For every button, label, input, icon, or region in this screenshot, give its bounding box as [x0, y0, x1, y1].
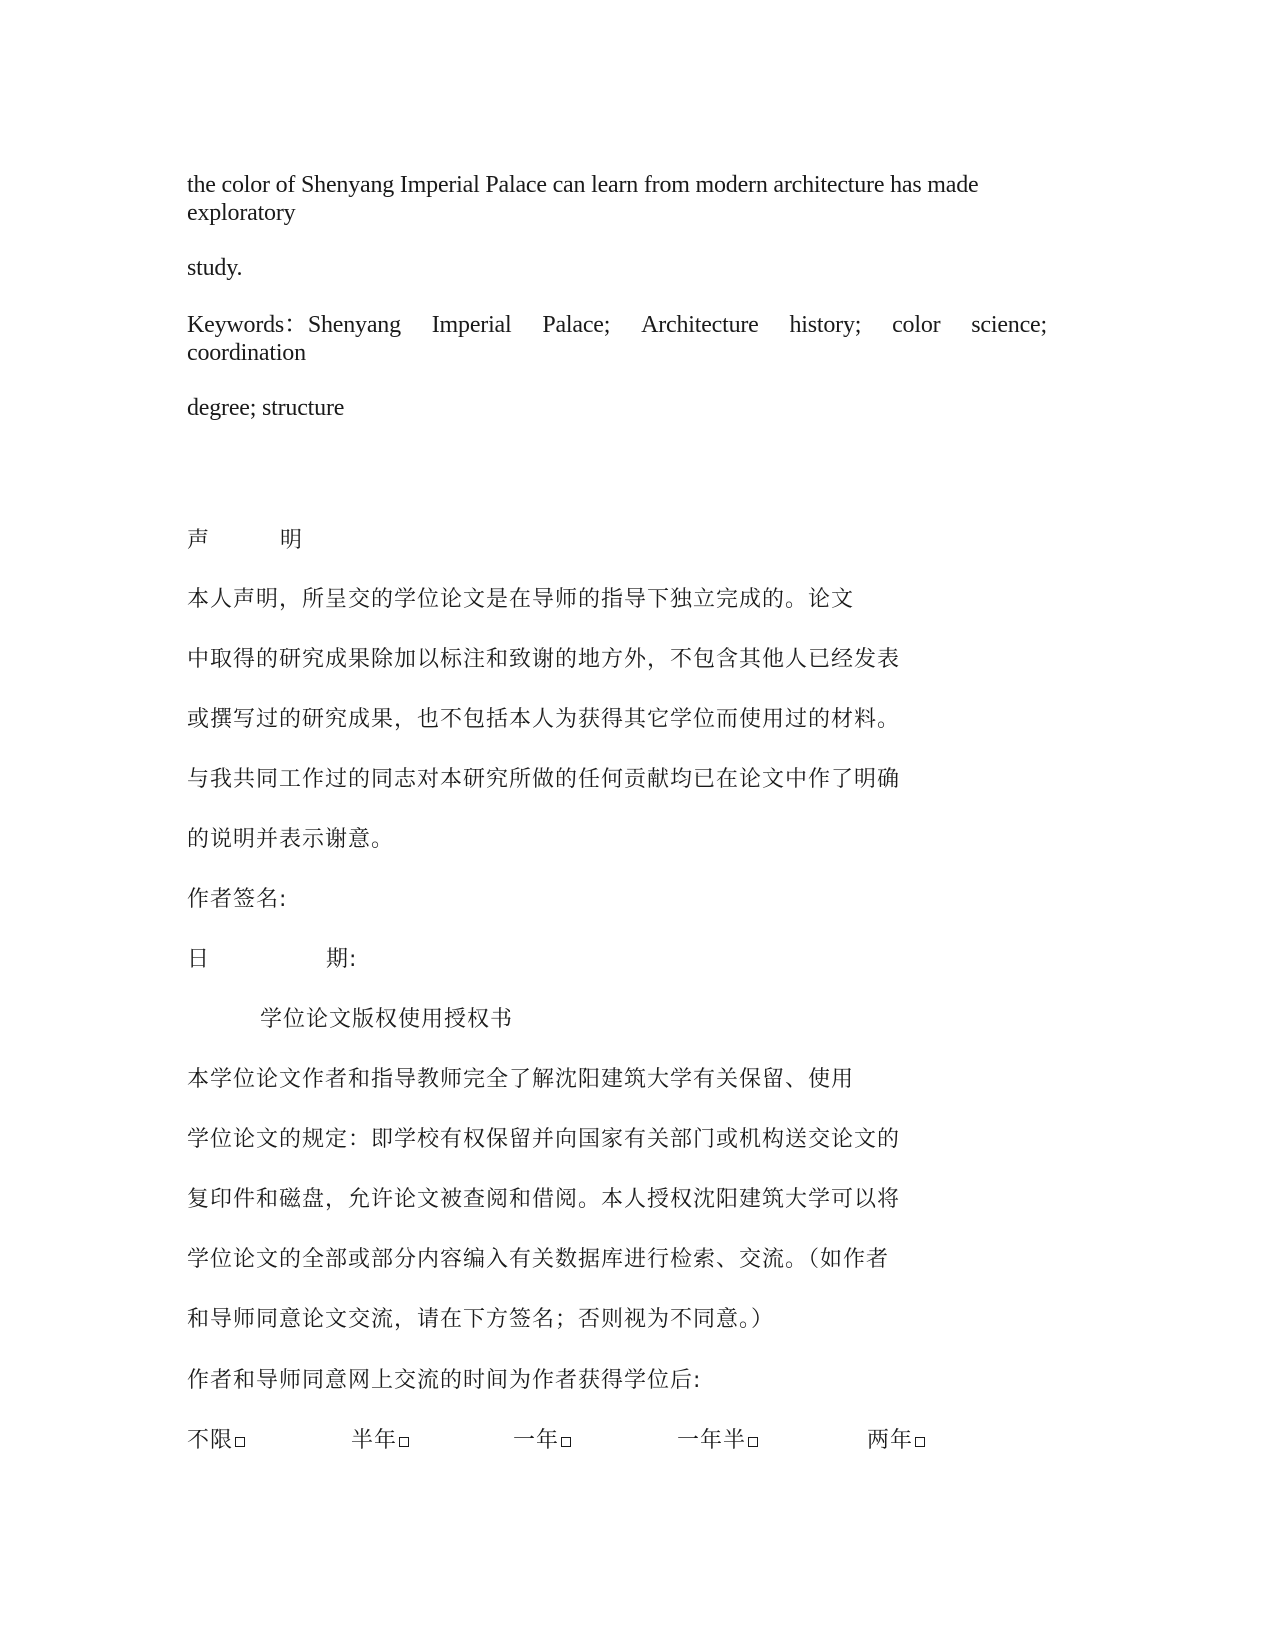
- period-options: [187, 1426, 1087, 1456]
- authorization-title: 学位论文版权使用授权书: [260, 1007, 514, 1032]
- signature-label: 作者签名:: [187, 887, 288, 912]
- declaration-line-4: 与我共同工作过的同志对本研究所做的任何贡献均已在论文中作了明确: [187, 767, 901, 792]
- abstract-line-1: the color of Shenyang Imperial Palace can learn from modern architecture has made: [187, 172, 979, 198]
- authorization-line-6: 作者和导师同意网上交流的时间为作者获得学位后:: [187, 1368, 702, 1393]
- authorization-line-2: 学位论文的规定：即学校有权保留并向国家有关部门或机构送交论文的: [187, 1127, 901, 1152]
- keyword-word: history;: [789, 312, 862, 338]
- declaration-title: [187, 526, 303, 556]
- checkbox-icon[interactable]: [748, 1437, 758, 1447]
- abstract-line-2: exploratory: [187, 200, 296, 226]
- declaration-line-5: 的说明并表示谢意。: [187, 827, 395, 852]
- checkbox-icon[interactable]: [399, 1437, 409, 1447]
- abstract-line-3: study.: [187, 255, 243, 281]
- declaration-title-char: 声: [187, 528, 211, 553]
- checkbox-icon[interactable]: [235, 1437, 245, 1447]
- keywords-line-1: [187, 310, 1047, 340]
- date-label-char: 日: [187, 947, 211, 972]
- keyword-word: Palace;: [542, 312, 611, 338]
- authorization-line-1: 本学位论文作者和指导教师完全了解沈阳建筑大学有关保留、使用: [187, 1067, 855, 1092]
- declaration-line-1: 本人声明，所呈交的学位论文是在导师的指导下独立完成的。论文: [187, 587, 855, 612]
- authorization-line-3: 复印件和磁盘，允许论文被查阅和借阅。本人授权沈阳建筑大学可以将: [187, 1187, 901, 1212]
- keyword-word: science;: [971, 312, 1047, 338]
- option-label: 一年: [513, 1428, 560, 1453]
- keywords-line-3: degree; structure: [187, 395, 345, 421]
- period-option-one-year[interactable]: [513, 1426, 571, 1456]
- checkbox-icon[interactable]: [561, 1437, 571, 1447]
- declaration-title-char: 明: [280, 528, 304, 553]
- keyword-word: color: [892, 312, 941, 338]
- period-option-half-year[interactable]: [351, 1426, 409, 1456]
- period-option-unlimited[interactable]: [187, 1426, 245, 1456]
- keyword-word: Imperial: [431, 312, 512, 338]
- checkbox-icon[interactable]: [915, 1437, 925, 1447]
- declaration-line-2: 中取得的研究成果除加以标注和致谢的地方外，不包含其他人已经发表: [187, 647, 901, 672]
- date-label: [187, 945, 357, 975]
- keyword-word: Architecture: [641, 312, 759, 338]
- authorization-line-5: 和导师同意论文交流，请在下方签名；否则视为不同意。）: [187, 1307, 775, 1332]
- declaration-line-3: 或撰写过的研究成果，也不包括本人为获得其它学位而使用过的材料。: [187, 707, 901, 732]
- keywords-line-2: coordination: [187, 340, 306, 366]
- keyword-word: Keywords：Shenyang: [187, 312, 401, 338]
- authorization-line-4: 学位论文的全部或部分内容编入有关数据库进行检索、交流。（如作者: [187, 1247, 890, 1272]
- period-option-one-and-half-year[interactable]: [677, 1426, 758, 1456]
- period-option-two-years[interactable]: [867, 1426, 925, 1456]
- date-label-char: 期:: [326, 947, 358, 972]
- option-label: 半年: [351, 1428, 398, 1453]
- option-label: 不限: [187, 1428, 234, 1453]
- option-label: 一年半: [677, 1428, 747, 1453]
- option-label: 两年: [867, 1428, 914, 1453]
